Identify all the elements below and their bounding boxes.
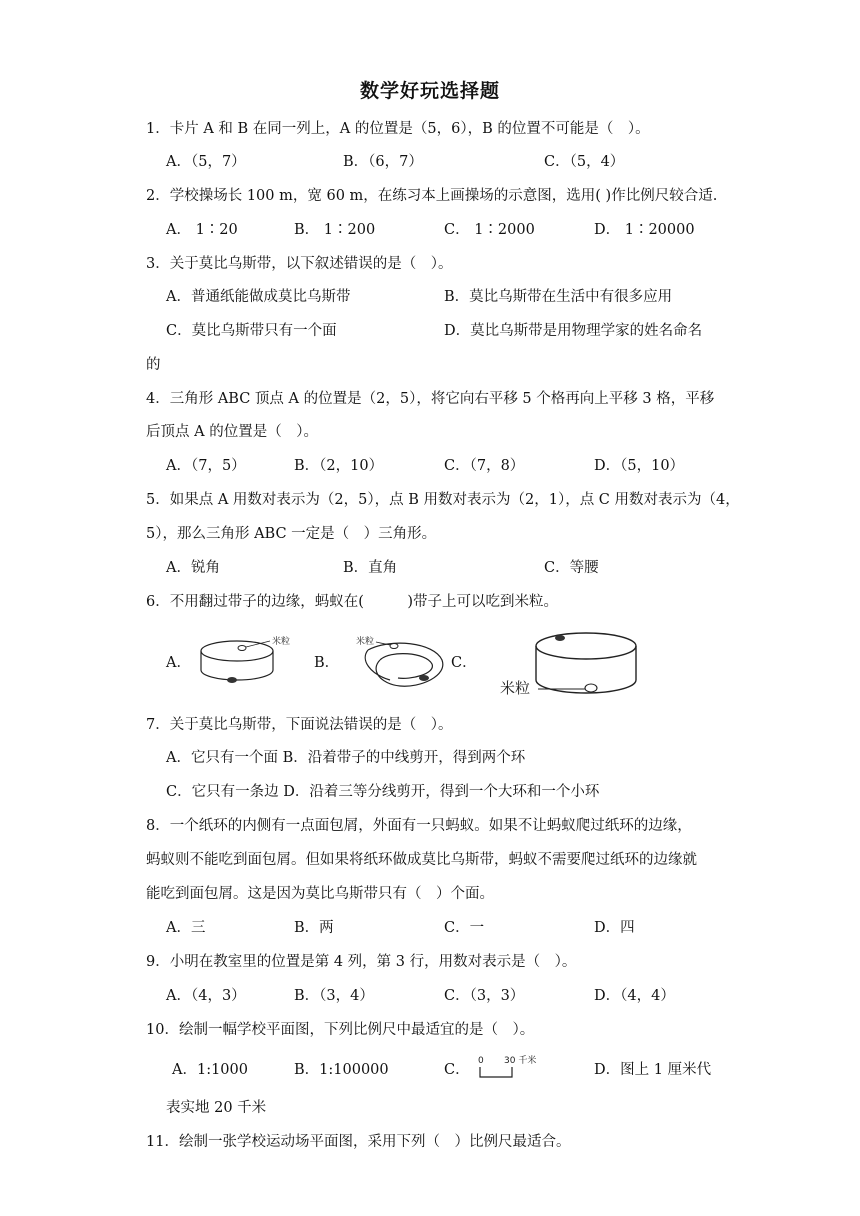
rice-label-a: 米粒 bbox=[272, 637, 291, 647]
question-9-option-c: C．（3，3） bbox=[444, 988, 525, 1004]
question-9-option-d: D．（4，4） bbox=[594, 988, 675, 1004]
question-2-stem: 2．学校操场长 100 m，宽 60 m，在练习本上画操场的示意图，选用( )作比例尺较合适. bbox=[146, 188, 718, 204]
rice-label-c: 米粒 bbox=[500, 679, 531, 697]
question-9-stem: 9．小明在教室里的位置是第 4 列，第 3 行，用数对表示是（ ）。 bbox=[146, 954, 577, 970]
question-6-stem: 6．不用翻过带子的边缘，蚂蚁在( )带子上可以吃到米粒。 bbox=[146, 594, 559, 610]
question-7-options-ab: A．它只有一个面 B．沿着带子的中线剪开，得到两个环 bbox=[166, 750, 526, 766]
question-3-option-b: B．莫比乌斯带在生活中有很多应用 bbox=[444, 289, 673, 305]
scale-bar-figure bbox=[474, 1052, 550, 1082]
question-10-option-b: B．1:100000 bbox=[294, 1062, 389, 1078]
question-8-stem-line-3: 能吃到面包屑。这是因为莫比乌斯带只有（ ）个面。 bbox=[146, 886, 494, 902]
question-10-option-c: C． bbox=[444, 1062, 470, 1078]
ring-figure-a bbox=[196, 634, 308, 692]
question-8-option-d: D．四 bbox=[594, 920, 635, 936]
question-6-option-c: C． bbox=[451, 655, 477, 671]
question-4-option-b: B．（2，10） bbox=[294, 458, 384, 474]
question-3-option-d-continued: 的 bbox=[146, 357, 161, 373]
question-4-stem-line-2: 后顶点 A 的位置是（ ）。 bbox=[146, 424, 318, 440]
question-5-option-a: A．锐角 bbox=[166, 560, 220, 576]
question-8-option-c: C．一 bbox=[444, 920, 485, 936]
question-3-stem: 3．关于莫比乌斯带，以下叙述错误的是（ ）。 bbox=[146, 256, 453, 272]
ring-figure-c bbox=[498, 626, 646, 702]
mobius-figure-b bbox=[350, 630, 452, 692]
scale-bar-zero-label: 0 bbox=[478, 1056, 484, 1066]
question-5-stem-line-1: 5．如果点 A 用数对表示为（2，5），点 B 用数对表示为（2，1），点 C 用数对表示为（4， bbox=[146, 492, 740, 508]
question-9-option-a: A．（4，3） bbox=[166, 988, 246, 1004]
question-1-option-a: A．（5，7） bbox=[166, 154, 246, 170]
question-8-option-b: B．两 bbox=[294, 920, 334, 936]
question-8-stem-line-1: 8．一个纸环的内侧有一点面包屑，外面有一只蚂蚁。如果不让蚂蚁爬过纸环的边缘， bbox=[146, 818, 692, 834]
question-9-option-b: B．（3，4） bbox=[294, 988, 374, 1004]
question-1-option-c: C．（5，4） bbox=[544, 154, 625, 170]
question-1-stem: 1．卡片 A 和 B 在同一列上，A 的位置是（5，6），B 的位置不可能是（ ）。 bbox=[146, 121, 650, 137]
question-10-option-d-continued: 表实地 20 千米 bbox=[166, 1100, 267, 1116]
rice-label-b: 米粒 bbox=[356, 637, 375, 647]
question-4-option-c: C．（7，8） bbox=[444, 458, 525, 474]
question-2-option-a: A． 1∶20 bbox=[166, 222, 238, 238]
question-2-option-b: B． 1∶200 bbox=[294, 222, 376, 238]
question-2-option-d: D． 1∶20000 bbox=[594, 222, 695, 238]
question-4-option-a: A．（7，5） bbox=[166, 458, 246, 474]
question-10-stem: 10．绘制一幅学校平面图，下列比例尺中最适宜的是（ ）。 bbox=[146, 1022, 535, 1038]
question-10-option-a: A．1:1000 bbox=[172, 1062, 248, 1078]
question-7-options-cd: C．它只有一条边 D．沿着三等分线剪开，得到一个大环和一个小环 bbox=[166, 784, 600, 800]
question-3-option-d: D．莫比乌斯带是用物理学家的姓名命名 bbox=[444, 323, 703, 339]
question-4-option-d: D．（5，10） bbox=[594, 458, 685, 474]
question-6-option-a: A． bbox=[166, 655, 191, 671]
question-1-option-b: B．（6，7） bbox=[343, 154, 423, 170]
question-5-stem-line-2: 5），那么三角形 ABC 一定是（ ）三角形。 bbox=[146, 526, 437, 542]
page-title: 数学好玩选择题 bbox=[359, 80, 500, 102]
question-8-stem-line-2: 蚂蚁则不能吃到面包屑。但如果将纸环做成莫比乌斯带，蚂蚁不需要爬过纸环的边缘就 bbox=[146, 852, 697, 868]
question-6-option-b: B． bbox=[314, 655, 340, 671]
question-3-option-a: A．普通纸能做成莫比乌斯带 bbox=[166, 289, 351, 305]
question-5-option-c: C．等腰 bbox=[544, 560, 599, 576]
question-2-option-c: C． 1∶2000 bbox=[444, 222, 535, 238]
question-11-stem: 11．绘制一张学校运动场平面图，采用下列（ ）比例尺最适合。 bbox=[146, 1134, 571, 1150]
question-3-option-c: C．莫比乌斯带只有一个面 bbox=[166, 323, 337, 339]
question-4-stem-line-1: 4．三角形 ABC 顶点 A 的位置是（2，5），将它向右平移 5 个格再向上平移 3 格，平移 bbox=[146, 391, 715, 407]
question-7-stem: 7．关于莫比乌斯带，下面说法错误的是（ ）。 bbox=[146, 717, 453, 733]
question-8-option-a: A．三 bbox=[166, 920, 206, 936]
question-10-option-d: D．图上 1 厘米代 bbox=[594, 1062, 712, 1078]
scale-bar-distance-label: 30 千米 bbox=[504, 1056, 537, 1066]
question-5-option-b: B．直角 bbox=[343, 560, 398, 576]
